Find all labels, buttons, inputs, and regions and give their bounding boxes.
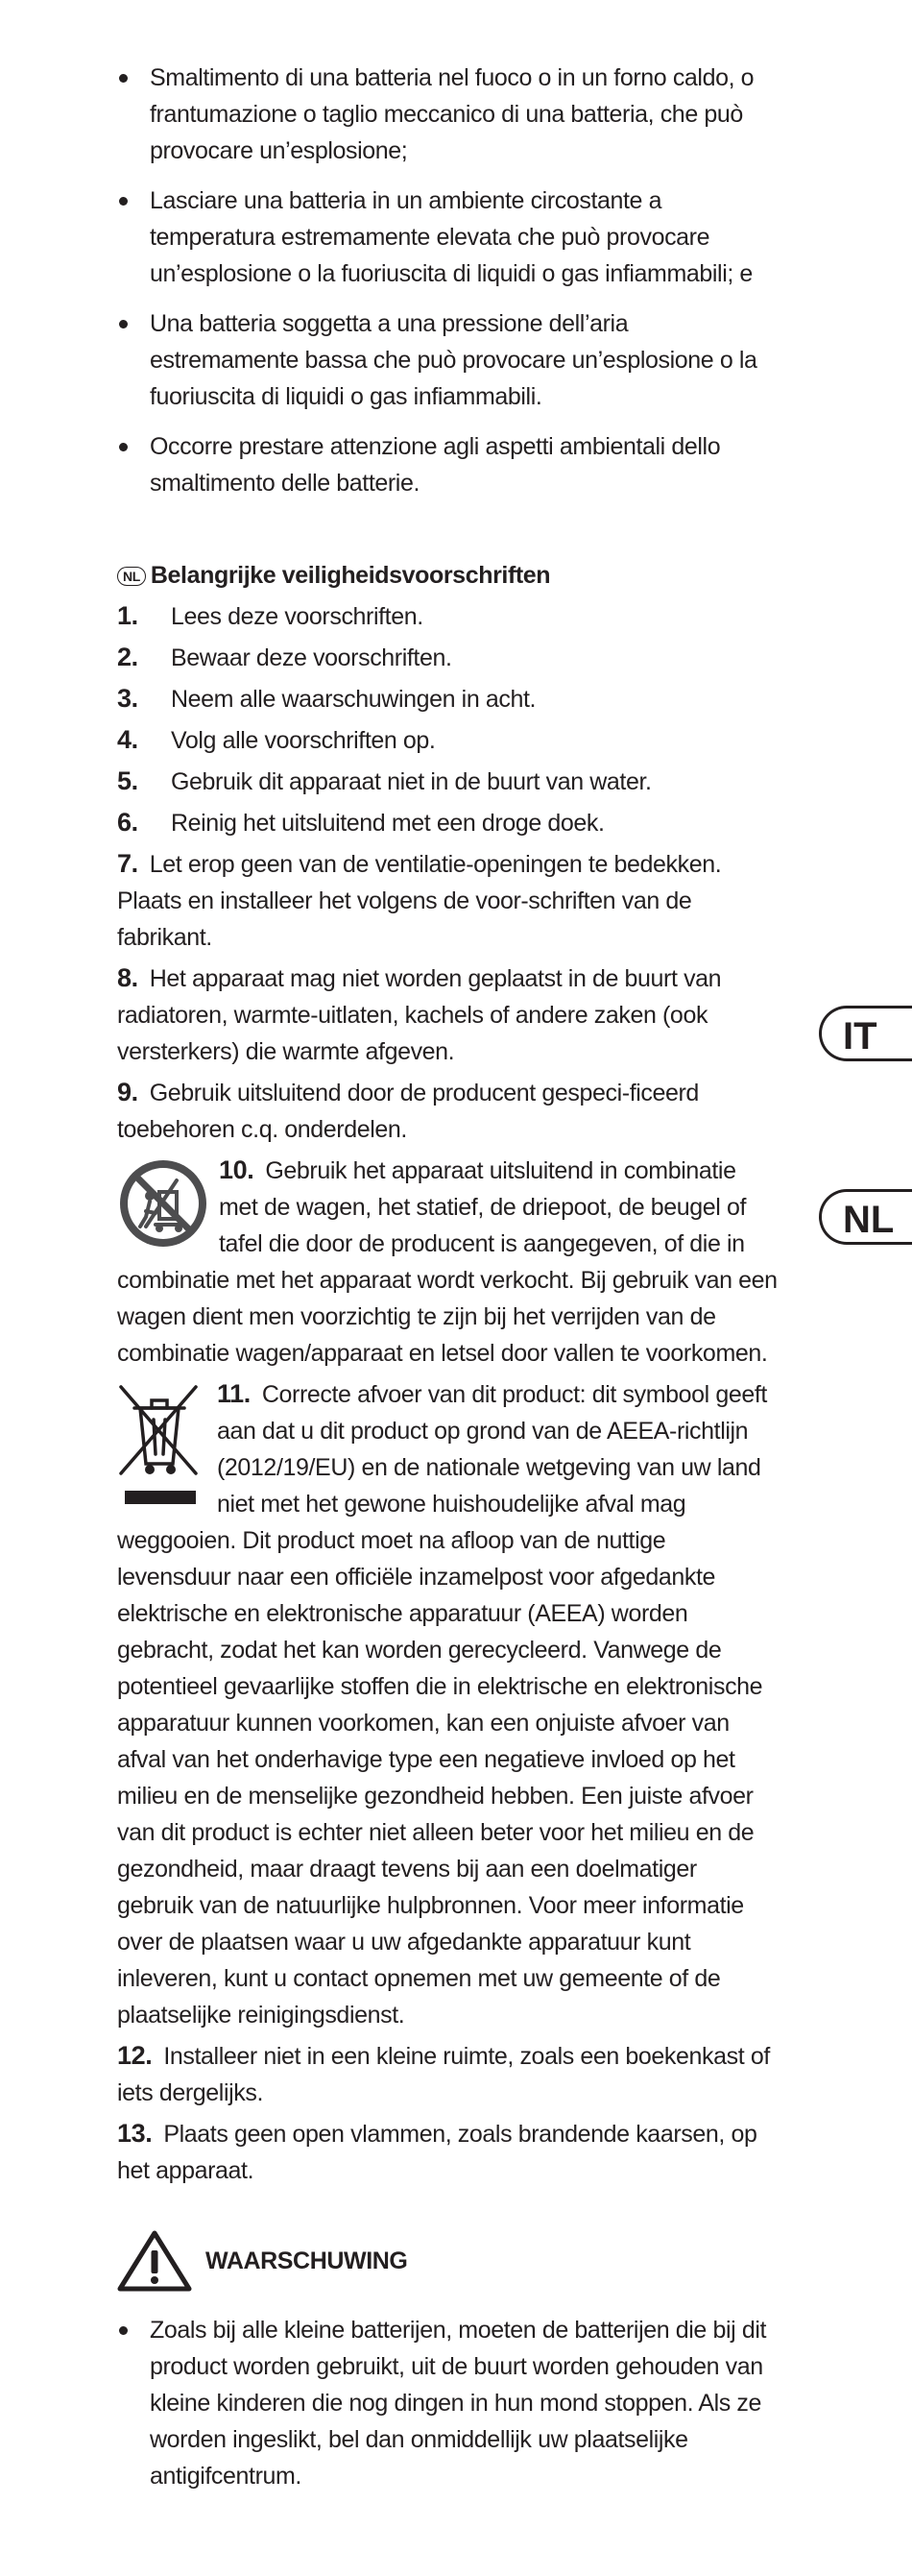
rule-text: Gebruik het apparaat uitsluitend in combinatie met de wagen, het statief, de driepoot, de beugel of tafel die door de producent is aangegeven, of die in combinatie met het apparaat wordt verkocht. Bij gebruik van een wagen dient men voorzichtig te zijn bij het verrijden van de combinatie wagen/apparaat en letsel door vallen te voorkomen.	[117, 1157, 778, 1367]
section-title: Belangrijke veiligheidsvoorschriften	[150, 562, 551, 589]
rule-text: Bewaar deze voorschriften.	[171, 644, 452, 671]
list-item: Lasciare una batteria in un ambiente circostante a temperatura estremamente elevata che può provocare un’esplosione o la fuoriuscita di liquidi o gas infiammabili; e	[117, 182, 778, 292]
rule-number: 8.	[117, 963, 138, 992]
rule-3	[117, 680, 778, 717]
rule-number: 4.	[117, 725, 138, 754]
rule-text: Het apparaat mag niet worden geplaatst in de buurt van radiatoren, warmte-uitlaten, kachels of andere zaken (ook versterkers) die warmte afgeven.	[117, 965, 722, 1065]
warning-bullet-list	[117, 2312, 778, 2494]
rule-2	[117, 639, 778, 676]
rule-13	[117, 2115, 778, 2189]
rule-text: Neem alle waarschuwingen in acht.	[171, 686, 537, 713]
warning-triangle-icon	[117, 2229, 192, 2293]
rule-5	[117, 763, 778, 800]
rule-text: Lees deze voorschriften.	[171, 603, 423, 630]
rule-number: 10.	[219, 1155, 254, 1184]
rule-number: 1.	[117, 601, 138, 630]
rule-6	[117, 804, 778, 841]
rule-10	[117, 1152, 778, 1372]
rule-text: Reinig het uitsluitend met een droge doek.	[171, 810, 605, 837]
language-badge: NL	[117, 567, 146, 586]
rule-number: 2.	[117, 643, 138, 671]
section-heading	[117, 557, 778, 594]
warning-title: WAARSCHUWING	[205, 2248, 408, 2274]
rule-text: Volg alle voorschriften op.	[171, 727, 436, 754]
rule-number: 6.	[117, 808, 138, 837]
rule-text: Plaats geen open vlammen, zoals brandende kaarsen, op het apparaat.	[117, 2121, 757, 2184]
rule-1	[117, 597, 778, 635]
rule-11	[117, 1375, 778, 2033]
list-item: Zoals bij alle kleine batterijen, moeten de batterijen die bij dit product worden gebruikt, uit de buurt worden gehouden van kleine kinderen die nog dingen in hun mond stoppen. Als ze worden ingeslikt, bel dan onmiddellijk uw plaatselijke antigifcentrum.	[117, 2312, 778, 2494]
language-tab-it[interactable]: IT	[819, 1006, 912, 1061]
rule-number: 3.	[117, 684, 138, 713]
rule-number: 9.	[117, 1078, 138, 1106]
rule-number: 11.	[217, 1379, 251, 1408]
rule-number: 13.	[117, 2119, 153, 2148]
rule-4	[117, 721, 778, 759]
list-item: Occorre prestare attenzione agli aspetti ambientali dello smaltimento delle batterie.	[117, 428, 778, 501]
rule-number: 7.	[117, 849, 138, 878]
rule-text: Installeer niet in een kleine ruimte, zoals een boekenkast of iets dergelijks.	[117, 2043, 770, 2106]
weee-crossed-bin-icon	[117, 1381, 200, 1508]
rule-text: Let erop geen van de ventilatie-openingen te bedekken. Plaats en installeer het volgens de voor-schriften van de fabrikant.	[117, 851, 722, 951]
rule-number: 5.	[117, 766, 138, 795]
rule-text: Correcte afvoer van dit product: dit symbool geeft aan dat u dit product op grond van de AEEA-richtlijn (2012/19/EU) en de nationale wetgeving van uw land niet met het gewone huishoudelijke afval mag weggooien. Dit product moet na afloop van de nuttige levensduur naar een officiële inzamelpost voor afgedankte elektrische en elektronische apparatuur (AEEA) worden gebracht, zodat het kan worden gerecycleerd. Vanwege de potentieel gevaarlijke stoffen die in elektrische en elektronische apparatuur kunnen voorkomen, kan een onjuiste afvoer van afval van het onderhavige type een negatieve invloed op het milieu en de menselijke gezondheid hebben. Een juiste afvoer van dit product is echter niet alleen beter voor het milieu en de gezondheid, maar draagt tevens bij aan een doelmatiger gebruik van de natuurlijke hulpbronnen. Voor meer informatie over de plaatsen waar u uw afgedankte apparatuur kunt inleveren, kunt u contact opnemen met uw gemeente of de plaatselijke reinigingsdienst.	[117, 1381, 767, 2029]
battery-bullet-list	[117, 60, 778, 501]
rule-text: Gebruik dit apparaat niet in de buurt van water.	[171, 768, 652, 795]
list-item: Smaltimento di una batteria nel fuoco o in un forno caldo, o frantumazione o taglio meccanico di una batteria, che può provocare un’esplosione;	[117, 60, 778, 169]
rule-text: Gebruik uitsluitend door de producent gespeci-ficeerd toebehoren c.q. onderdelen.	[117, 1080, 699, 1143]
rule-9	[117, 1074, 778, 1148]
warning-heading	[117, 2229, 778, 2293]
rule-12	[117, 2037, 778, 2111]
rule-7	[117, 845, 778, 956]
cart-warning-icon	[117, 1157, 209, 1260]
rule-number: 12.	[117, 2041, 153, 2070]
document-body	[117, 60, 778, 2508]
rule-8	[117, 960, 778, 1070]
language-tab-nl[interactable]: NL	[819, 1189, 912, 1245]
list-item: Una batteria soggetta a una pressione dell’aria estremamente bassa che può provocare un’esplosione o la fuoriuscita di liquidi o gas infiammabili.	[117, 305, 778, 415]
